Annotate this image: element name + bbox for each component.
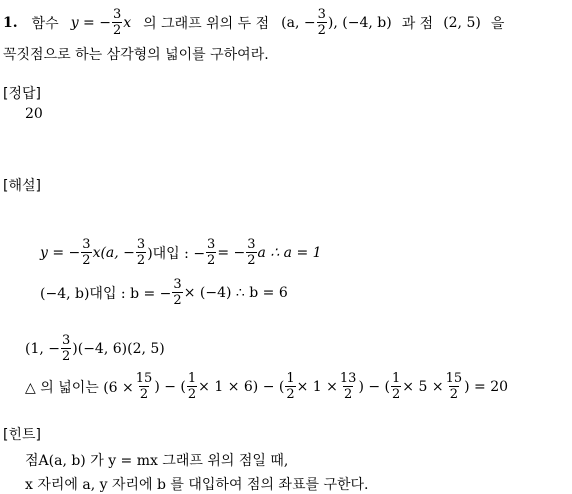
problem-point-2: ), (−4, b) <box>327 14 392 31</box>
problem-point-1-fraction: $\frac{3}{2}$ <box>317 7 326 38</box>
eq1-part-5: a ∴ a = 1 <box>257 244 322 261</box>
eq3-part-1: (1, − <box>25 340 60 357</box>
solution-equation-4 <box>25 372 508 401</box>
problem-equation: y = − <box>70 14 111 31</box>
eq4-fraction-5: $\frac{1}{2}$ <box>392 371 401 402</box>
answer-value: 20 <box>25 106 43 122</box>
problem-line-1 <box>3 8 504 37</box>
eq4-part-1: △ 의 넓이는 (6 × <box>25 379 134 396</box>
eq4-part-2: ) − ( <box>154 378 186 395</box>
problem-variable-x: x <box>123 14 132 31</box>
eq1-fraction-4: $\frac{3}{2}$ <box>247 237 256 268</box>
eq1-fraction-2: $\frac{3}{2}$ <box>136 237 146 268</box>
solution-equation-2 <box>40 278 288 307</box>
eq1-part-3: )대입 : − <box>147 245 206 262</box>
eq3-fraction-1: $\frac{3}{2}$ <box>62 333 71 364</box>
eq1-fraction-1: $\frac{3}{2}$ <box>82 237 91 268</box>
eq4-fraction-6: $\frac{15}{2}$ <box>445 371 463 402</box>
problem-line-2: 꼭짓점으로 하는 삼각형의 넓이를 구하여라. <box>3 47 269 63</box>
eq4-fraction-2: $\frac{1}{2}$ <box>187 371 197 402</box>
eq2-part-2: × (−4) ∴ b = 6 <box>183 284 288 301</box>
answer-label: [정답] <box>3 86 41 102</box>
eq1-fraction-3: $\frac{3}{2}$ <box>207 237 216 268</box>
eq4-part-5: ) − ( <box>358 378 391 395</box>
eq1-part-4: = − <box>217 244 246 261</box>
eq4-part-4: × 1 × <box>296 378 338 395</box>
problem-text-d: 을 <box>490 15 505 32</box>
problem-text-c: 과 점 <box>401 15 434 32</box>
eq4-fraction-3: $\frac{1}{2}$ <box>286 371 295 402</box>
problem-text-a: 함수 <box>31 15 59 32</box>
problem-text-b: 의 그래프 위의 두 점 <box>143 15 270 32</box>
problem-number: 1. <box>3 14 18 31</box>
problem-point-3: (2, 5) <box>443 14 481 31</box>
eq3-part-2: )(−4, 6)(2, 5) <box>72 340 165 357</box>
problem-fraction: $\frac{3}{2}$ <box>112 7 122 38</box>
solution-label: [해설] <box>3 178 41 194</box>
eq4-part-3: × 1 × 6) − ( <box>198 378 285 395</box>
eq1-part-1: y = − <box>40 244 81 261</box>
eq2-fraction-1: $\frac{3}{2}$ <box>173 277 182 308</box>
hint-label: [힌트] <box>3 427 41 443</box>
hint-line-2: x 자리에 a, y 자리에 b 를 대입하여 점의 좌표를 구한다. <box>25 477 369 493</box>
hint-line-1: 점A(a, b) 가 y = mx 그래프 위의 점일 때, <box>25 453 289 469</box>
eq4-part-6: × 5 × <box>402 378 444 395</box>
eq2-part-1: (−4, b)대입 : b = − <box>40 285 172 302</box>
problem-point-1: (a, − <box>281 14 316 31</box>
solution-equation-1 <box>40 238 322 267</box>
eq4-part-7: ) = 20 <box>464 378 509 395</box>
eq4-fraction-1: $\frac{15}{2}$ <box>135 371 153 402</box>
eq4-fraction-4: $\frac{13}{2}$ <box>339 371 357 402</box>
eq1-part-2: x(a, − <box>92 244 135 261</box>
solution-equation-3 <box>25 334 165 363</box>
